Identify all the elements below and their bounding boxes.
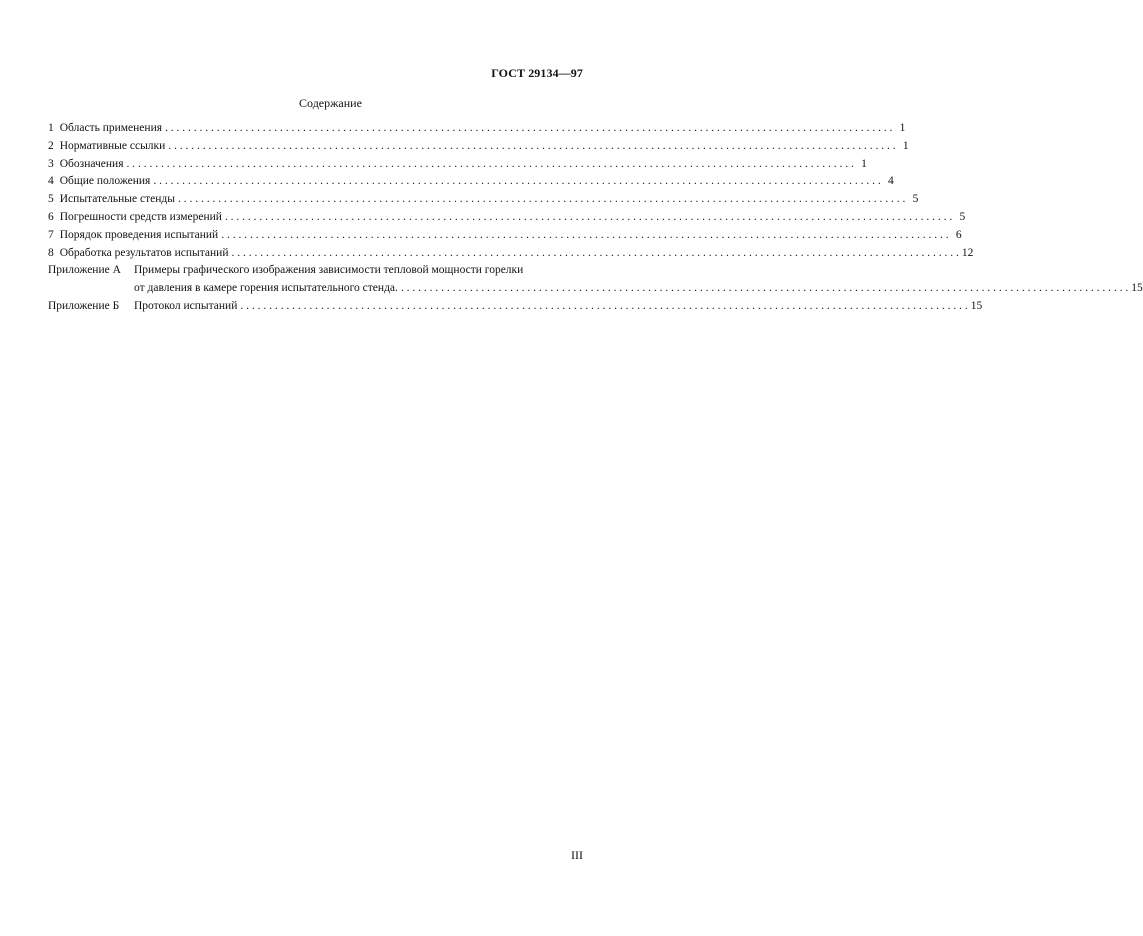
- appendix-label: Приложение А: [48, 264, 121, 277]
- toc-item-page: 4: [887, 175, 894, 188]
- toc-item[interactable]: [48, 157, 867, 176]
- toc-item-title: Область применения: [59, 122, 163, 134]
- dot-leader: [126, 158, 853, 170]
- dot-leader: [165, 122, 892, 134]
- toc-item-title: Общие положения: [59, 175, 151, 188]
- toc-item-title: Нормативные ссылки: [59, 139, 166, 152]
- toc-item[interactable]: [48, 210, 966, 229]
- page-number: III: [571, 848, 583, 862]
- appendix-page: 15: [1131, 282, 1143, 295]
- toc-item-number: 3: [48, 157, 54, 170]
- toc-item-number: 2: [48, 139, 54, 152]
- toc-item-number: 1: [48, 122, 54, 134]
- toc-item-number: 8: [48, 246, 54, 259]
- toc-item-number: 4: [48, 175, 54, 188]
- dot-leader: [232, 247, 959, 259]
- toc-item-page: 12: [961, 246, 974, 259]
- toc-title: Содержание: [299, 96, 362, 110]
- dot-leader: [178, 193, 905, 205]
- appendix-label: Приложение Б: [48, 299, 120, 312]
- toc-item-title: Обозначения: [59, 157, 124, 170]
- dot-leader: [401, 282, 1128, 294]
- toc-item-title: Испытательные стенды: [59, 193, 175, 206]
- appendix-page: 15: [970, 299, 983, 312]
- toc-item-number: 6: [48, 210, 54, 223]
- toc-item[interactable]: [48, 246, 974, 265]
- toc-appendix[interactable]: [48, 299, 983, 318]
- appendix-title-line1: Протокол испытаний: [134, 299, 238, 312]
- appendix-title-line1: Примеры графического изображения зависимости тепловой мощности горелки: [134, 264, 524, 277]
- dot-leader: [225, 211, 952, 223]
- document-code: ГОСТ 29134—97: [491, 66, 583, 80]
- toc-item-page: 1: [899, 122, 906, 134]
- dot-leader: [153, 175, 880, 187]
- toc-item-page: 1: [861, 157, 867, 170]
- toc-item-title: Погрешности средств измерений: [59, 210, 222, 223]
- appendix-title-line2: от давления в камере горения испытательного стенда.: [134, 282, 398, 295]
- dot-leader: [240, 300, 967, 312]
- dot-leader: [221, 229, 948, 241]
- toc-appendix[interactable]: [48, 264, 1143, 300]
- toc-item-title: Обработка результатов испытаний: [59, 246, 229, 259]
- toc-item[interactable]: [48, 228, 962, 247]
- table-of-contents: [48, 122, 1143, 318]
- toc-item[interactable]: [48, 175, 894, 193]
- toc-item-number: 5: [48, 193, 54, 206]
- toc-item-page: 1: [902, 139, 909, 152]
- toc-item[interactable]: [48, 122, 906, 140]
- toc-item-page: 5: [912, 193, 919, 206]
- toc-item-title: Порядок проведения испытаний: [59, 228, 219, 241]
- toc-item-page: 5: [959, 210, 966, 223]
- toc-item-number: 7: [48, 228, 54, 241]
- toc-item[interactable]: [48, 139, 909, 158]
- dot-leader: [168, 140, 895, 152]
- toc-item-page: 6: [955, 228, 962, 241]
- toc-item[interactable]: [48, 193, 919, 211]
